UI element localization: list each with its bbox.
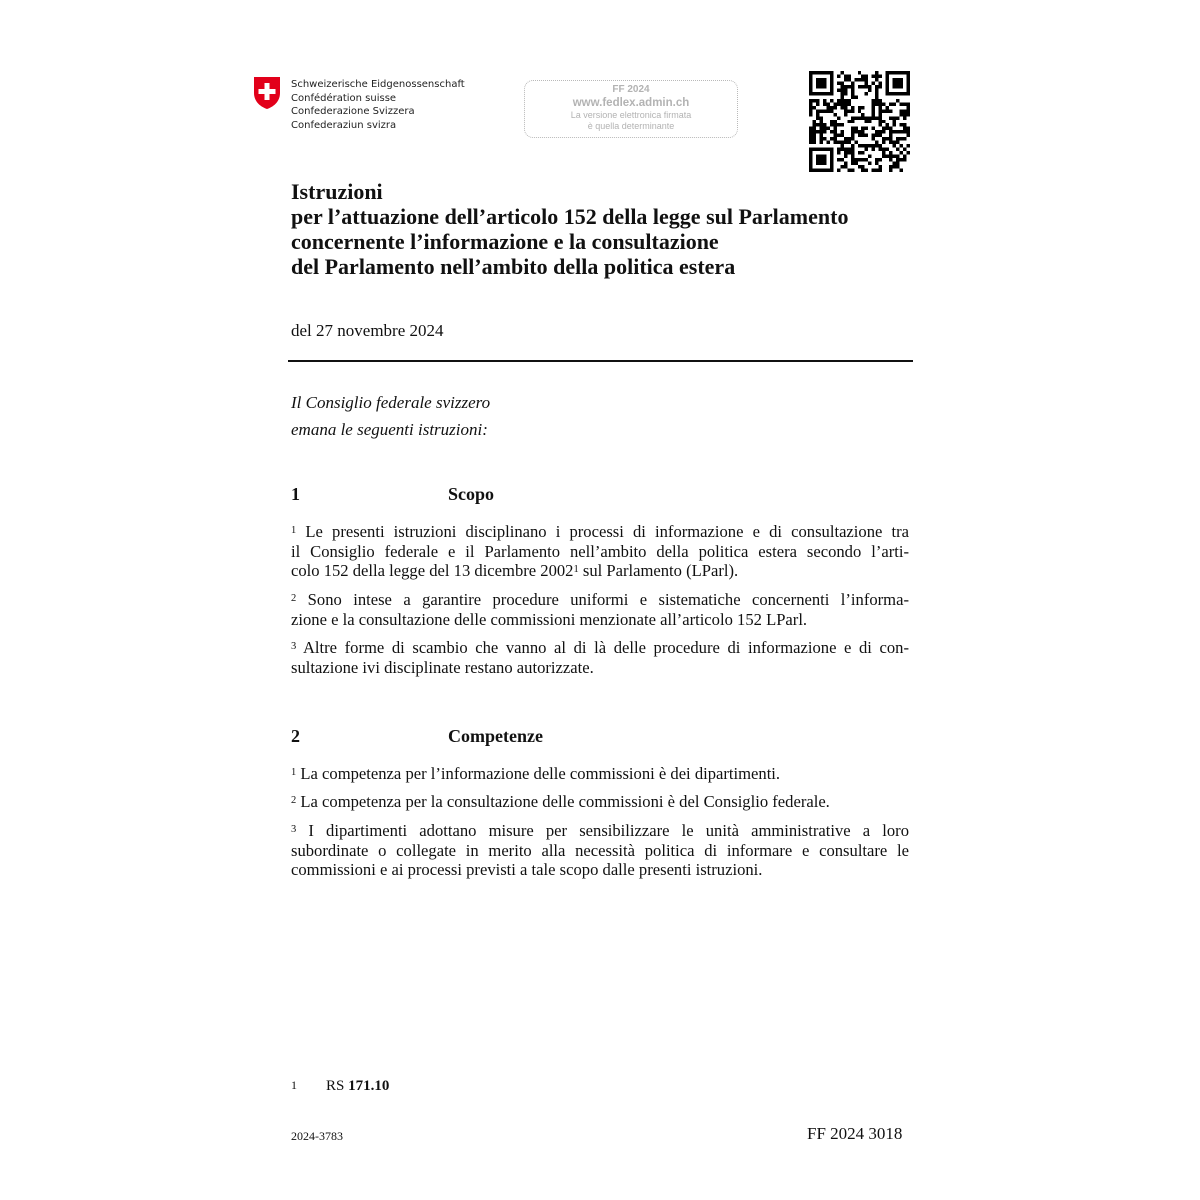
title-line: del Parlamento nell’ambito della politica estera [291,254,736,279]
paragraph-text: sul Parlamento (LParl). [578,561,739,580]
preamble [291,389,490,443]
title-line: Istruzioni [291,179,383,204]
confederation-name-de: Schweizerische Eidgenossenschaft [291,79,465,90]
paragraph-mark: 2 [291,795,297,806]
confederation-name-fr: Confédération suisse [291,92,397,104]
preamble-line: Il Consiglio federale svizzero [291,393,491,412]
section-number: 2 [291,726,300,746]
title-divider [288,360,913,362]
official-publication-stamp [524,80,738,138]
stamp-website: www.fedlex.admin.ch [572,97,690,109]
paragraph [291,764,909,784]
section-title: Competenze [448,726,543,746]
paragraph [291,638,909,677]
paragraph-mark: 3 [291,824,297,835]
footnote-text [326,1078,389,1095]
ff-reference: FF 2024 3018 [807,1124,903,1143]
paragraph-text: subordinate o collegate in merito alla necessità politica di informare e consultare le [291,840,909,860]
footnote-prefix: RS [326,1078,345,1094]
confederation-name-it: Confederazione Svizzera [291,106,415,117]
footnote-reference[interactable]: 1 [573,564,579,575]
qr-code-icon [809,71,910,172]
title-line: concernente l’informazione e la consultazione [291,229,719,254]
paragraph-text: I dipartimenti adottano misure per sensibilizzare le unità amministrative a loro [308,821,909,840]
stamp-ff: FF 2024 [612,84,650,95]
section-number: 1 [291,484,300,504]
paragraph-mark: 2 [291,593,297,604]
paragraph-text: Sono intese a garantire procedure uniformi e sistematiche concernenti l’informa- [307,590,909,609]
stamp-note-1: La versione elettronica firmata [570,110,692,120]
paragraph-text: La competenza per la consultazione delle commissioni è del Consiglio federale. [300,792,830,811]
document-number: 2024-3783 [291,1129,343,1143]
footnote-number: 1 [291,1078,297,1092]
paragraph-text: commissioni e ai processi previsti a tale scopo dalle presenti istruzioni. [291,860,763,879]
confederation-names [291,78,465,132]
paragraph-mark: 1 [291,525,297,536]
paragraph-text: Le presenti istruzioni disciplinano i processi di informazione e di consultazione tra [305,522,909,541]
confederation-name-rm: Confederaziun svizra [291,119,397,131]
paragraph-mark: 1 [291,767,297,778]
paragraph-text: La competenza per l’informazione delle commissioni è dei dipartimenti. [300,764,781,783]
paragraph-text: sultazione ivi disciplinate restano autorizzate. [291,657,594,677]
paragraph [291,590,909,629]
stamp-note-2: è quella determinante [587,121,675,131]
section-title: Scopo [448,484,495,504]
paragraph-mark: 3 [291,641,297,652]
document-title [291,179,848,279]
title-line: per l’attuazione dell’articolo 152 della legge sul Parlamento [291,204,849,229]
document-date: del 27 novembre 2024 [291,321,444,340]
paragraph [291,792,909,812]
swiss-coat-of-arms-icon [252,76,282,110]
footnote-reference-link[interactable]: 171.10 [348,1078,390,1094]
paragraph [291,522,909,581]
paragraph-text: colo 152 della legge del 13 dicembre 2002 [291,561,574,580]
paragraph-text: il Consiglio federale e il Parlamento nell’ambito della politica estera secondo l’arti- [291,541,909,561]
paragraph-text: Altre forme di scambio che vanno al di là delle procedure di informazione e di con- [302,638,909,657]
preamble-line: emana le seguenti istruzioni: [291,420,488,439]
paragraph [291,821,909,880]
paragraph-text: zione e la consultazione delle commissioni menzionate all’articolo 152 LParl. [291,609,808,629]
